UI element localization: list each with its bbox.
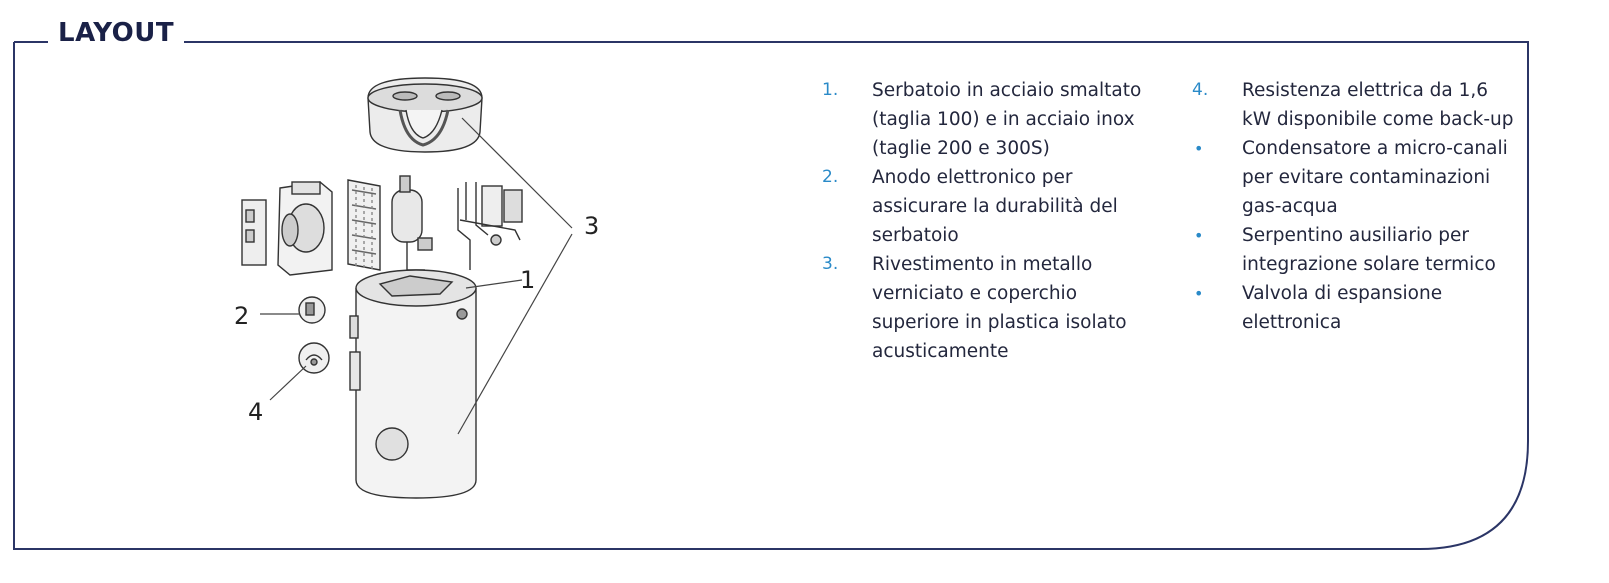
list-item-text: Anodo elettronico per assicurare la durabilità del serbatoio <box>872 167 1118 246</box>
top-cover <box>368 78 482 152</box>
list-item <box>822 163 1142 250</box>
bullet-marker: • <box>1194 139 1204 158</box>
evaporator <box>348 180 380 270</box>
callout-4: 4 <box>248 398 264 426</box>
list-item-text: Resistenza elettrica da 1,6 kW disponibile come back-up <box>1242 80 1514 130</box>
list-item <box>1192 76 1522 134</box>
list-item-text: Serbatoio in acciaio smaltato (taglia 100) e in acciaio inox (taglie 200 e 300S) <box>872 80 1142 159</box>
callout-2: 2 <box>234 302 250 330</box>
callout-1: 1 <box>520 266 536 294</box>
list-marker: 1. <box>822 80 839 100</box>
compressor <box>392 176 432 270</box>
list-item <box>822 76 1142 163</box>
feature-list-left <box>822 76 1142 366</box>
fan-module <box>242 182 332 275</box>
tank <box>350 270 476 498</box>
feature-list-right <box>1192 76 1522 337</box>
list-marker: 4. <box>1192 80 1209 100</box>
list-item <box>1192 221 1522 279</box>
list-item <box>1192 279 1522 337</box>
list-item-text: Condensatore a micro-canali per evitare contaminazioni gas-acqua <box>1242 138 1508 217</box>
list-marker: 3. <box>822 254 839 274</box>
list-item-text: Valvola di espansione elettronica <box>1242 283 1443 333</box>
list-item-text: Serpentino ausiliario per integrazione solare termico <box>1242 225 1496 275</box>
list-marker: 2. <box>822 167 839 187</box>
valve-assembly <box>458 182 522 270</box>
bullet-marker: • <box>1194 284 1204 303</box>
anode-module <box>299 297 325 323</box>
exploded-diagram <box>220 70 620 510</box>
list-item-text: Rivestimento in metallo verniciato e coperchio superiore in plastica isolato acusticamente <box>872 254 1127 362</box>
bullet-marker: • <box>1194 226 1204 245</box>
callout-3: 3 <box>584 212 600 240</box>
list-item <box>1192 134 1522 221</box>
section-title: LAYOUT <box>48 18 184 48</box>
list-item <box>822 250 1142 366</box>
